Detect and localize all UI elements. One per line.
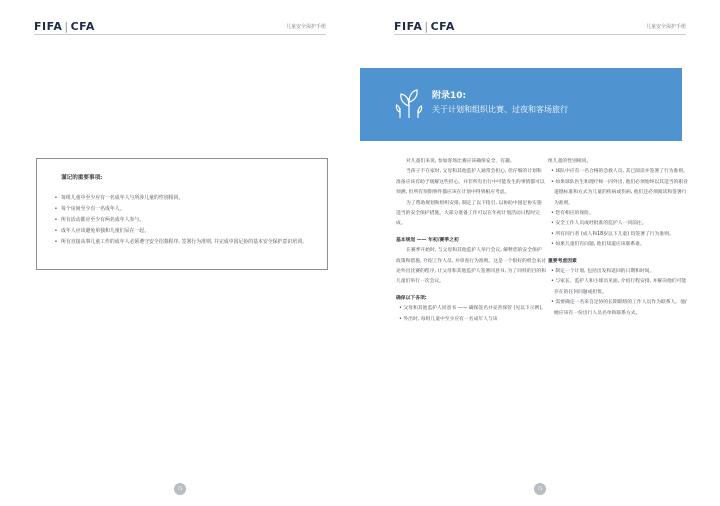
list-item: • 每组儿童中至少应有一名成年人与所涉儿童的性别相同。 (54, 195, 184, 201)
list-item: • 如果球队医生和理疗师一同外出, 他们必须始终以其适当的职业道德标准和方式为儿童的疾病或伤病, 他们还必须阅读和签署行为准则。 (551, 179, 688, 206)
paragraph: 为了帮助规划和组织安排, 制定了以下指引, 以协助中国足协实施适当的安全保护措施。大部分准备工作可以在年初计划活动日程时完成。 (396, 200, 542, 227)
cfa-wordmark: CFA (70, 20, 95, 33)
appendix-subtitle: 关于计划和组织比赛、过夜和客场旅行 (432, 105, 568, 114)
reminder-box-title: 谨记的重要事项: (61, 175, 103, 181)
section-heading: 基本规划 —— 年初/赛季之初 (396, 237, 459, 243)
body-column-left (396, 157, 546, 325)
list-item: • 制定一个计划, 包括出发和返回的日期和时间。 (551, 269, 655, 275)
list-item: • 所有同行者 (成人和18岁以下儿童) 均签署了行为准则。 (551, 231, 674, 237)
section-heading: 重要考虑因素 (548, 258, 577, 264)
list-item: • 需要确定一名来自足协的长期联络的工作人员作为联系人。他/她应该有一份出行人员名单和联系方式。 (551, 300, 687, 316)
list-item: • 父母和其他监护人同意书 —— 确保签名并妥善保管 (见以下示例)。 (399, 306, 546, 312)
body-column-right (548, 157, 688, 319)
list-item: • 每个房间至少有一名成年人。 (54, 206, 125, 212)
paragraph: 对儿童们来说, 参加客场比赛应该确保安全、有趣。 (406, 159, 515, 164)
list-item: • 安全工作人员或经批准的监护人一同前往。 (551, 221, 647, 227)
page-number: 73 (174, 483, 186, 495)
running-head: 儿童安全保护手册 (285, 24, 326, 30)
list-item: • 所有直接从事儿童工作的成年人必须遵守安全招募程序, 签署行为准则, 并完成中国足协的基本安全保护意识培训。 (54, 239, 307, 245)
header-rule (394, 34, 686, 35)
reminder-list (51, 193, 313, 248)
growing-plant-icon (394, 84, 424, 120)
appendix-banner (360, 68, 682, 141)
list-item: • 外出时, 每组儿童中至少应有一名成年人与该 (399, 316, 498, 322)
list-item: • 与家长、监护人和小球员见面, 介绍行程安排, 并解决他们可能存在的任何问题或担忧。 (551, 279, 687, 295)
paragraph: 在赛季开始时, 与父母和其他监护人举行会议, 解释您的安全保护政策和措施, 介绍工作人员, 并审查行为准则。这是一个很好的机会来讨论外出比赛的程序, 让父母和其他监护人签署同意书, 为了同样的目的和儿童们举行一次会议。 (396, 248, 547, 285)
paragraph: 组儿童的性别相同。 (548, 159, 592, 164)
header-rule (34, 34, 326, 35)
logo-separator: | (424, 20, 429, 33)
fifa-wordmark: FIFA (394, 20, 423, 33)
paragraph: 当孩子不在家时, 父母和其他监护人通常会担心, 但仔细的计划和准备应该有助于缓解这些担心。并非所有出行中可能发生的事情都可以预测, 但所有预期事件都应该在计划中得到相应考虑。 (396, 169, 545, 196)
list-item: • 所有活动都应至少有两名成年人参与。 (54, 217, 145, 223)
fifa-cfa-logo (34, 20, 95, 33)
appendix-title: 附录10: (432, 91, 467, 101)
page-number: 73 (534, 483, 546, 495)
fifa-wordmark: FIFA (34, 20, 63, 33)
right-page (360, 0, 720, 506)
list-item: • 成年人应该避免单独和儿童们呆在一起。 (54, 228, 150, 234)
list-item: • 您有相应的保险。 (551, 211, 594, 217)
running-head: 儿童安全保护手册 (645, 24, 686, 30)
list-item: • 如果儿童们有问题, 他们知道应该联系谁。 (551, 242, 645, 248)
fifa-cfa-logo (394, 20, 455, 33)
section-heading: 确保以下各项: (396, 295, 427, 301)
cfa-wordmark: CFA (430, 20, 455, 33)
list-item: • 球队中应有一名合格的急救人员, 其已阅读并签署了行为准则。 (551, 169, 688, 175)
logo-separator: | (64, 20, 69, 33)
reminder-box (36, 158, 328, 270)
